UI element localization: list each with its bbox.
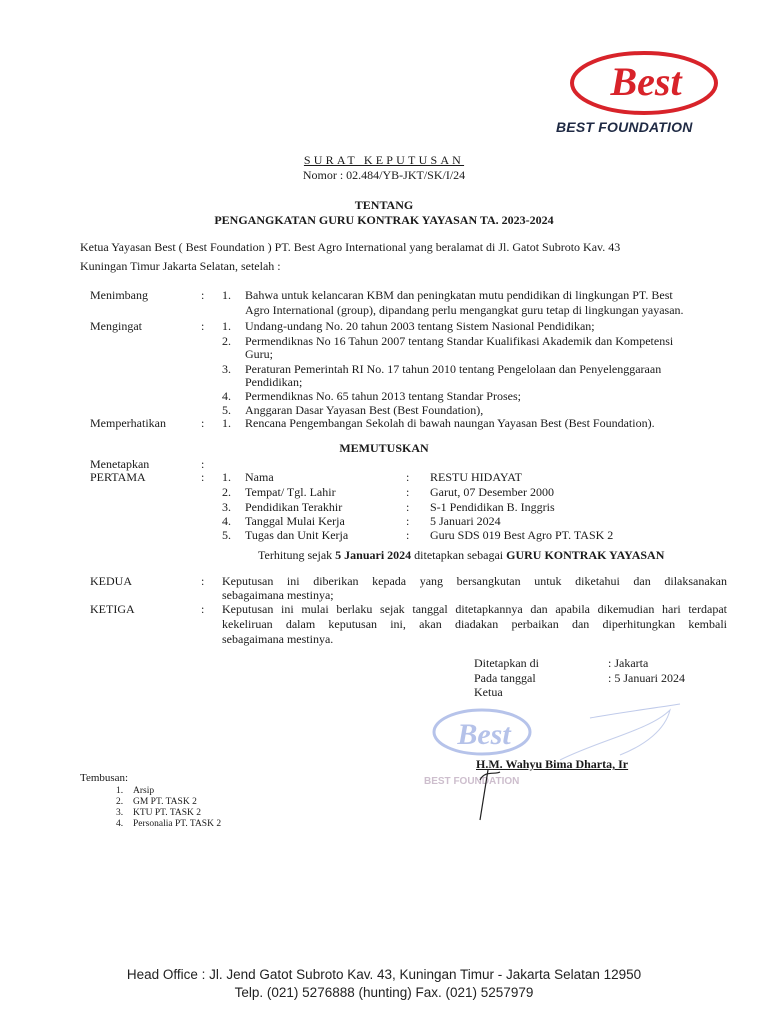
cc-number: 1.: [116, 786, 124, 796]
effective-prefix: Terhitung sejak: [258, 548, 336, 562]
subject-heading: PENGANGKATAN GURU KONTRAK YAYASAN TA. 2023-2024: [214, 213, 554, 227]
intro-line-1: Ketua Yayasan Best ( Best Foundation ) PT. Best Agro International yang beralamat di Jl. Gatot Subroto Kav. 43: [80, 240, 621, 254]
date-value: : 5 Januari 2024: [608, 671, 685, 685]
role-label: Ketua: [474, 685, 503, 699]
colon: :: [406, 528, 410, 542]
item-number: 1.: [222, 288, 231, 302]
stamp-subtext: BEST FOUNDATION: [424, 776, 520, 787]
decision-heading: MEMUTUSKAN: [339, 441, 429, 455]
item-number: 2.: [222, 334, 231, 348]
detail-label-name: Nama: [245, 470, 274, 484]
mengingat-item-2: Permendiknas No 16 Tahun 2007 tentang Standar Kualifikasi Akademik dan Kompetensi: [245, 334, 674, 348]
detail-number: 1.: [222, 470, 231, 484]
cc-number: 2.: [116, 797, 124, 807]
menimbang-text-2: Agro International (group), dipandang perlu mengangkat guru tetap di lingkungan yayasan.: [245, 303, 684, 317]
colon: :: [201, 288, 205, 302]
logo-wordmark: Best: [610, 59, 682, 104]
ketiga-text-3: sebagaimana mestinya.: [222, 632, 334, 646]
best-logo: [568, 48, 720, 118]
colon: :: [201, 574, 205, 588]
cc-item: Personalia PT. TASK 2: [133, 819, 222, 829]
effective-mid: ditetapkan sebagai: [411, 548, 507, 562]
memperhatikan-item-1: Rencana Pengembangan Sekolah di bawah naungan Yayasan Best (Best Foundation).: [245, 416, 655, 430]
item-number: 1.: [222, 416, 231, 430]
menimbang-text-1: Bahwa untuk kelancaran KBM dan peningkatan mutu pendidikan di lingkungan PT. Best: [245, 288, 673, 302]
colon: :: [406, 470, 410, 484]
ketiga-text-2: kekeliruan dalam keputusan ini, akan diadakan perbaikan dan diperhitungkan kembali: [222, 617, 727, 631]
mengingat-item-1: Undang-undang No. 20 tahun 2003 tentang Sistem Nasional Pendidikan;: [245, 319, 595, 333]
colon: :: [406, 500, 410, 514]
mengingat-item-2-cont: Guru;: [245, 347, 273, 361]
colon: :: [201, 602, 205, 616]
cc-item: GM PT. TASK 2: [133, 797, 197, 807]
ketiga-label: KETIGA: [90, 602, 135, 616]
cc-number: 4.: [116, 819, 124, 829]
mengingat-item-5: Anggaran Dasar Yayasan Best (Best Foundation),: [245, 403, 484, 417]
memperhatikan-label: Memperhatikan: [90, 416, 166, 430]
item-number: 3.: [222, 362, 231, 376]
intro-line-2: Kuningan Timur Jakarta Selatan, setelah :: [80, 259, 281, 273]
detail-label-start-date: Tanggal Mulai Kerja: [245, 514, 345, 528]
footer-contact: Telp. (021) 5276888 (hunting) Fax. (021) 5257979: [234, 985, 534, 1000]
colon: :: [406, 514, 410, 528]
signer-name: H.M. Wahyu Bima Dharta, Ir: [476, 757, 629, 771]
mengingat-label: Mengingat: [90, 319, 142, 333]
menimbang-label: Menimbang: [90, 288, 148, 302]
stamp-wordmark: Best: [457, 718, 511, 751]
pertama-label: PERTAMA: [90, 470, 146, 484]
detail-label-assignment: Tugas dan Unit Kerja: [245, 528, 349, 542]
colon: :: [201, 319, 205, 333]
detail-number: 4.: [222, 514, 231, 528]
detail-value-name: RESTU HIDAYAT: [430, 470, 522, 484]
colon: :: [201, 470, 205, 484]
mengingat-item-4: Permendiknas No. 65 tahun 2013 tentang Standar Proses;: [245, 389, 521, 403]
detail-label-birth: Tempat/ Tgl. Lahir: [245, 485, 336, 499]
place-value: : Jakarta: [608, 656, 649, 670]
cc-item: Arsip: [133, 786, 155, 796]
detail-value-start-date: 5 Januari 2024: [430, 514, 501, 528]
cc-number: 3.: [116, 808, 124, 818]
effective-date: 5 Januari 2024: [335, 548, 412, 562]
mengingat-item-3: Peraturan Pemerintah RI No. 17 tahun 2010 tentang Pengelolaan dan Penyelenggaraan: [245, 362, 662, 376]
detail-number: 5.: [222, 528, 231, 542]
ketiga-text-1: Keputusan ini mulai berlaku sejak tanggal ditetapkannya dan apabila dikemudian hari terdapat: [222, 602, 727, 616]
item-number: 4.: [222, 389, 231, 403]
kedua-text-1: Keputusan ini diberikan kepada yang bersangkutan untuk diketahui dan dilaksanakan: [222, 574, 727, 588]
detail-value-birth: Garut, 07 Desember 2000: [430, 485, 554, 499]
detail-value-assignment: Guru SDS 019 Best Agro PT. TASK 2: [430, 528, 614, 542]
item-number: 1.: [222, 319, 231, 333]
detail-number: 3.: [222, 500, 231, 514]
cc-item: KTU PT. TASK 2: [133, 808, 202, 818]
kedua-label: KEDUA: [90, 574, 132, 588]
item-number: 5.: [222, 403, 231, 417]
date-label: Pada tanggal: [474, 671, 536, 685]
effective-status: GURU KONTRAK YAYASAN: [506, 548, 665, 562]
detail-label-education: Pendidikan Terakhir: [245, 500, 343, 514]
colon: :: [201, 457, 205, 471]
footer-address: Head Office : Jl. Jend Gatot Subroto Kav. 43, Kuningan Timur - Jakarta Selatan 12950: [126, 967, 642, 982]
detail-value-education: S-1 Pendidikan B. Inggris: [430, 500, 555, 514]
effective-statement: [258, 548, 664, 563]
place-label: Ditetapkan di: [474, 656, 539, 670]
document-number: Nomor : 02.484/YB-JKT/SK/I/24: [302, 168, 466, 182]
kedua-text-2: sebagaimana mestinya;: [222, 588, 334, 602]
document-title: SURAT KEPUTUSAN: [303, 153, 465, 167]
mengingat-item-3-cont: Pendidikan;: [245, 375, 303, 389]
detail-number: 2.: [222, 485, 231, 499]
menetapkan-label: Menetapkan: [90, 457, 150, 471]
colon: :: [406, 485, 410, 499]
brand-name: BEST FOUNDATION: [556, 119, 693, 135]
cc-title: Tembusan:: [80, 772, 129, 784]
colon: :: [201, 416, 205, 430]
about-heading: TENTANG: [354, 198, 414, 212]
